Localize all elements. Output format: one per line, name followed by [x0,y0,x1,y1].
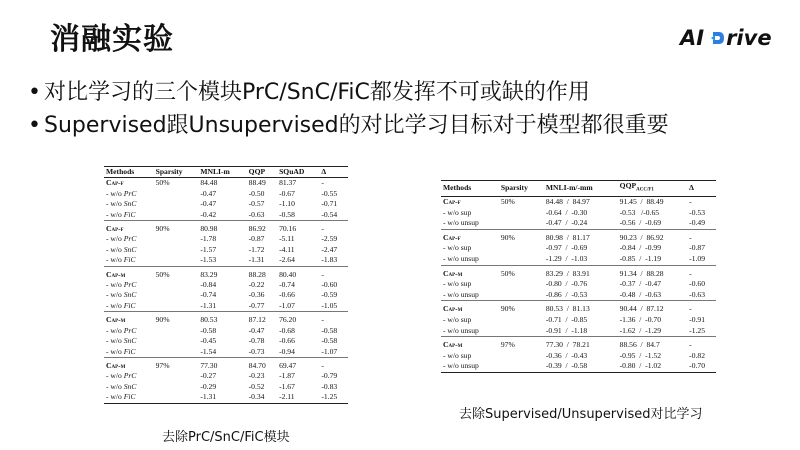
table-row [441,218,716,229]
value-cell: -0.47 [200,188,217,198]
method-cell: - w/o FiC [106,209,136,219]
sparsity-cell [499,315,544,326]
value-cell: -0.47 [200,199,217,209]
method-cell: - w/o FiC [106,300,136,310]
method-cell: - w/o PrC [106,325,137,335]
method-cell [104,315,154,325]
sparsity-cell [154,245,199,255]
method-ablation-name: PrC [123,325,137,335]
value-cell: -1.25 [321,392,338,402]
sparsity-cell: 97% [155,360,170,370]
method-cell [104,224,154,234]
value-cell: -1.62 / -1.29 [619,325,661,335]
method-cell: - w/o FiC [106,255,136,265]
table-row [104,301,348,312]
value-cell: -0.60 [321,280,338,290]
ablation-table-modules [104,166,348,404]
value-cell: -0.77 [248,300,265,310]
value-cell: 90.44 / 87.12 [619,304,664,314]
value-cell: -0.47 [248,325,265,335]
value-cell: -0.53 /-0.65 [619,207,660,217]
table-row [441,243,716,254]
value-cell: -0.45 [200,336,217,346]
value-cell: -0.94 [279,346,295,356]
table-row [104,210,348,221]
method-name: Cap-f [106,224,124,234]
value-cell: -0.37 / -0.47 [619,279,661,289]
value-cell: - [689,340,692,350]
value-cell: - [321,224,324,234]
value-cell: 83.29 / 83.91 [545,268,590,278]
table2-header: Δ [689,183,694,193]
value-cell: -1.57 [200,244,217,254]
table2-header: Methods [443,183,472,193]
sparsity-cell [154,336,199,346]
value-cell: -0.53 [689,207,705,217]
value-cell: -0.52 [248,381,265,391]
value-cell: -0.50 [248,188,265,198]
table-row [441,304,716,315]
value-cell: -0.49 [689,218,705,228]
value-cell: -0.22 [248,280,265,290]
value-cell: -0.29 [200,381,217,391]
value-cell: -1.83 [321,255,338,265]
method-cell [441,304,499,315]
table2-header: $QQP_{ACC/F1}$ [619,181,654,193]
value-cell: -1.29 / -1.03 [545,254,588,264]
table-row [441,254,716,265]
method-ablation-name: PrC [123,280,137,290]
value-cell: - [689,268,692,278]
value-cell: - [321,360,324,370]
value-cell: 80.98 / 81.17 [545,232,590,242]
value-cell: -1.31 [248,255,265,265]
value-cell: -2.11 [279,392,295,402]
method-name: Cap-m [443,304,463,314]
method-cell: - w/o sup [443,207,472,217]
table-row [104,255,348,266]
value-cell: -0.74 [279,280,295,290]
table-row [104,382,348,392]
value-cell: -0.67 [279,188,295,198]
value-cell: - [321,178,324,188]
method-ablation-name: FiC [123,300,136,310]
value-cell: -0.58 [279,209,295,219]
value-cell: -4.11 [279,244,295,254]
value-cell: -0.87 [689,243,705,253]
table-row [441,351,716,362]
method-cell [104,178,154,189]
value-cell: -0.57 [248,199,265,209]
method-cell: - w/o FiC [106,346,136,356]
method-cell [104,361,154,371]
method-name: Cap-m [106,360,126,370]
method-name: Cap-m [443,268,463,278]
table-row [104,336,348,346]
value-cell: - [689,232,692,242]
table-row [104,361,348,371]
value-cell: -1.07 [321,346,338,356]
sparsity-cell: 50% [500,197,515,207]
bullet-list [28,76,669,142]
method-cell: - w/o unsup [443,361,479,371]
value-cell: -0.71 / -0.85 [545,315,588,325]
value-cell: -0.58 [321,336,338,346]
table1-header: Δ [321,167,327,176]
value-cell: -2.64 [279,255,295,265]
sparsity-cell: 50% [155,269,170,279]
value-cell: 88.56 / 84.7 [619,340,660,350]
value-cell: -0.84 / -0.99 [619,243,661,253]
method-ablation-name: FiC [123,346,136,356]
value-cell: 80.53 / 81.13 [545,304,590,314]
value-cell: -2.59 [321,234,338,244]
sparsity-cell [154,326,199,336]
sparsity-cell: 90% [500,304,515,314]
method-ablation-name: SnC [123,199,137,209]
sparsity-cell [154,301,199,312]
value-cell: -0.34 [248,392,265,402]
value-cell: -2.47 [321,244,338,254]
value-cell: 76.20 [279,315,297,325]
value-cell: -0.79 [321,371,338,381]
value-cell: 77.30 [200,360,218,370]
method-cell: - w/o PrC [106,371,137,381]
method-name: Cap-m [443,340,463,350]
method-ablation-name: SnC [123,290,137,300]
value-cell: -0.82 [689,350,705,360]
value-cell: 80.53 [200,315,218,325]
table-row [441,197,716,208]
table-row [104,371,348,381]
table2-caption: 去除Supervised/Unsupervised对比学习 [459,407,703,422]
sparsity-cell: 50% [155,178,170,188]
table-row [104,347,348,358]
sparsity-cell: 90% [500,232,515,242]
method-ablation-name: FiC [123,209,136,219]
value-cell: -0.36 [248,290,265,300]
table-row [441,290,716,301]
value-cell: -1.53 [200,255,217,265]
sparsity-cell [154,371,199,381]
sparsity-cell [154,234,199,244]
value-cell: -0.55 [321,188,338,198]
value-cell: -0.73 [248,346,265,356]
value-cell: -1.07 [279,300,295,310]
bullet-item: • Supervised跟Unsupervised的对比学习目标对于模型都很重要 [28,113,669,138]
value-cell: -0.63 [689,289,705,299]
value-cell: - [321,269,324,279]
value-cell: - [689,304,692,314]
method-cell: - w/o unsup [443,218,479,228]
slide-title: 消融实验 [50,22,174,57]
table-row [104,270,348,280]
value-cell: 91.45 / 88.49 [619,197,664,207]
method-cell: - w/o unsup [443,254,479,264]
value-cell: 80.98 [200,224,218,234]
value-cell: 81.37 [279,178,297,188]
value-cell: -1.25 [689,325,705,335]
method-cell: - w/o sup [443,243,472,253]
value-cell: -1.31 [200,392,217,402]
value-cell: -0.58 [200,325,217,335]
sparsity-cell [499,208,544,219]
bullet-item: • 对比学习的三个模块PrC/SnC/FiC都发挥不可或缺的作用 [28,80,590,105]
value-cell: -0.84 [200,280,217,290]
method-ablation-name: PrC [123,234,137,244]
sparsity-cell [154,199,199,209]
table1-header: Sparsity [155,167,183,176]
value-cell: -1.87 [279,371,295,381]
value-cell: -0.66 [279,290,295,300]
value-cell: 91.34 / 88.28 [619,268,664,278]
table-row [441,269,716,280]
value-cell: -0.48 / -0.63 [619,289,661,299]
value-cell: -1.10 [279,199,295,209]
table-row [441,208,716,219]
method-cell: - w/o FiC [106,392,136,402]
value-cell: 87.12 [248,315,266,325]
method-ablation-name: SnC [123,244,137,254]
method-ablation-name: SnC [123,336,137,346]
method-name: Cap-f [106,178,124,188]
sparsity-cell [154,290,199,300]
value-cell: 88.49 [248,178,266,188]
value-cell: -0.91 [689,315,705,325]
value-cell: 84.48 / 84.97 [545,197,590,207]
method-cell: - w/o SnC [106,199,137,209]
value-cell: -0.60 [689,279,705,289]
method-name: Cap-f [443,197,461,207]
value-cell: -0.78 [248,336,265,346]
value-cell: -0.64 / -0.30 [545,207,588,217]
table2-header: Sparsity [500,183,528,193]
table-row [104,245,348,255]
method-cell: - w/o PrC [106,188,137,198]
method-name: Cap-m [106,315,126,325]
method-ablation-name: FiC [123,255,136,265]
table1-header: MNLI-m [200,167,230,176]
value-cell: -1.67 [279,381,295,391]
value-cell: -0.95 / -1.52 [619,350,661,360]
method-cell: - w/o unsup [443,325,479,335]
value-cell: -1.05 [321,300,338,310]
value-cell: -1.31 [200,300,217,310]
value-cell: -0.91 / -1.18 [545,325,588,335]
table1-caption: 去除PrC/SnC/FiC模块 [162,430,290,445]
value-cell: 83.29 [200,269,218,279]
method-cell: - w/o SnC [106,381,137,391]
value-cell: -0.58 [321,325,338,335]
sparsity-cell [154,189,199,199]
value-cell: 80.40 [279,269,297,279]
value-cell: -0.85 / -1.19 [619,254,661,264]
table-row [104,199,348,209]
value-cell: -0.27 [200,371,217,381]
table-row [441,326,716,337]
method-cell: - w/o sup [443,279,472,289]
table2-header-subscript: ACC/F1 [636,187,654,193]
table-row [104,290,348,300]
value-cell: -0.47 / -0.24 [545,218,588,228]
table-row [441,233,716,244]
method-cell [441,340,499,351]
value-cell: -0.54 [321,209,338,219]
sparsity-cell [154,255,199,266]
method-cell: - w/o sup [443,315,472,325]
value-cell: -0.80 / -1.02 [619,361,661,371]
method-cell: - w/o SnC [106,244,137,254]
value-cell: -0.66 [279,336,295,346]
table-row [104,326,348,336]
value-cell: -0.68 [279,325,295,335]
logo-text-left: AI [680,26,705,50]
value-cell: -1.72 [248,244,265,254]
method-cell [441,269,499,280]
sparsity-cell [499,351,544,362]
method-name: Cap-f [443,232,461,242]
method-cell [441,233,499,244]
method-name: Cap-m [106,269,126,279]
ablation-table-objectives [441,180,716,373]
sparsity-cell [499,218,544,229]
table1-header: SQuAD [279,167,305,176]
table-row [441,340,716,351]
table-row [104,280,348,290]
value-cell: -1.09 [689,254,705,264]
value-cell: -0.23 [248,371,265,381]
value-cell: -0.39 / -0.58 [545,361,588,371]
method-cell: - w/o PrC [106,234,137,244]
value-cell: -0.70 [689,361,705,371]
value-cell: -0.86 / -0.53 [545,289,588,299]
value-cell: -0.83 [321,381,338,391]
value-cell: -5.11 [279,234,295,244]
value-cell: -0.63 [248,209,265,219]
sparsity-cell [154,392,199,403]
sparsity-cell [499,290,544,301]
method-cell: - w/o unsup [443,289,479,299]
sparsity-cell [154,382,199,392]
table-row [104,392,348,403]
sparsity-cell [154,280,199,290]
d-arrow-logo-icon [711,31,725,45]
value-cell: -1.54 [200,346,217,356]
value-cell: -0.87 [248,234,265,244]
value-cell: -0.80 / -0.76 [545,279,588,289]
table1-header: Methods [106,167,135,176]
value-cell: 86.92 [248,224,266,234]
value-cell: 77.30 / 78.21 [545,340,590,350]
table-row [104,189,348,199]
value-cell: - [689,197,692,207]
method-ablation-name: SnC [123,381,137,391]
method-ablation-name: PrC [123,371,137,381]
value-cell: -1.36 / -0.70 [619,315,661,325]
sparsity-cell [499,326,544,337]
table-row [104,224,348,234]
value-cell: -0.59 [321,290,338,300]
method-cell [104,270,154,280]
value-cell: -0.42 [200,209,217,219]
table-row [441,279,716,290]
sparsity-cell [499,361,544,372]
value-cell: 84.70 [248,360,266,370]
table-row [104,234,348,244]
value-cell: 84.48 [200,178,218,188]
method-ablation-name: FiC [123,392,136,402]
sparsity-cell [499,254,544,265]
value-cell: -0.97 / -0.69 [545,243,588,253]
value-cell: 69.47 [279,360,297,370]
value-cell: -0.36 / -0.43 [545,350,588,360]
value-cell: -0.74 [200,290,217,300]
table2-header: MNLI-m/-mm [545,183,593,193]
value-cell: 88.28 [248,269,266,279]
sparsity-cell [154,210,199,221]
method-cell: - w/o SnC [106,290,137,300]
value-cell: - [321,315,324,325]
sparsity-cell [499,243,544,254]
sparsity-cell: 90% [155,315,170,325]
value-cell: -0.71 [321,199,338,209]
sparsity-cell [499,279,544,290]
table-row [104,315,348,325]
method-ablation-name: PrC [123,188,137,198]
table-row [441,315,716,326]
value-cell: 90.23 / 86.92 [619,232,664,242]
method-cell: - w/o sup [443,350,472,360]
ai-drive-logo [680,26,772,50]
sparsity-cell: 50% [500,268,515,278]
value-cell: -0.56 / -0.69 [619,218,661,228]
table-row [441,361,716,372]
value-cell: 70.16 [279,224,297,234]
method-cell: - w/o PrC [106,280,137,290]
table-row [104,178,348,189]
table1-header: QQP [248,167,266,176]
method-cell [441,197,499,208]
value-cell: -1.78 [200,234,217,244]
sparsity-cell [154,347,199,358]
method-cell: - w/o SnC [106,336,137,346]
sparsity-cell: 90% [155,224,170,234]
logo-text-right: rive [726,26,772,50]
sparsity-cell: 97% [500,340,515,350]
